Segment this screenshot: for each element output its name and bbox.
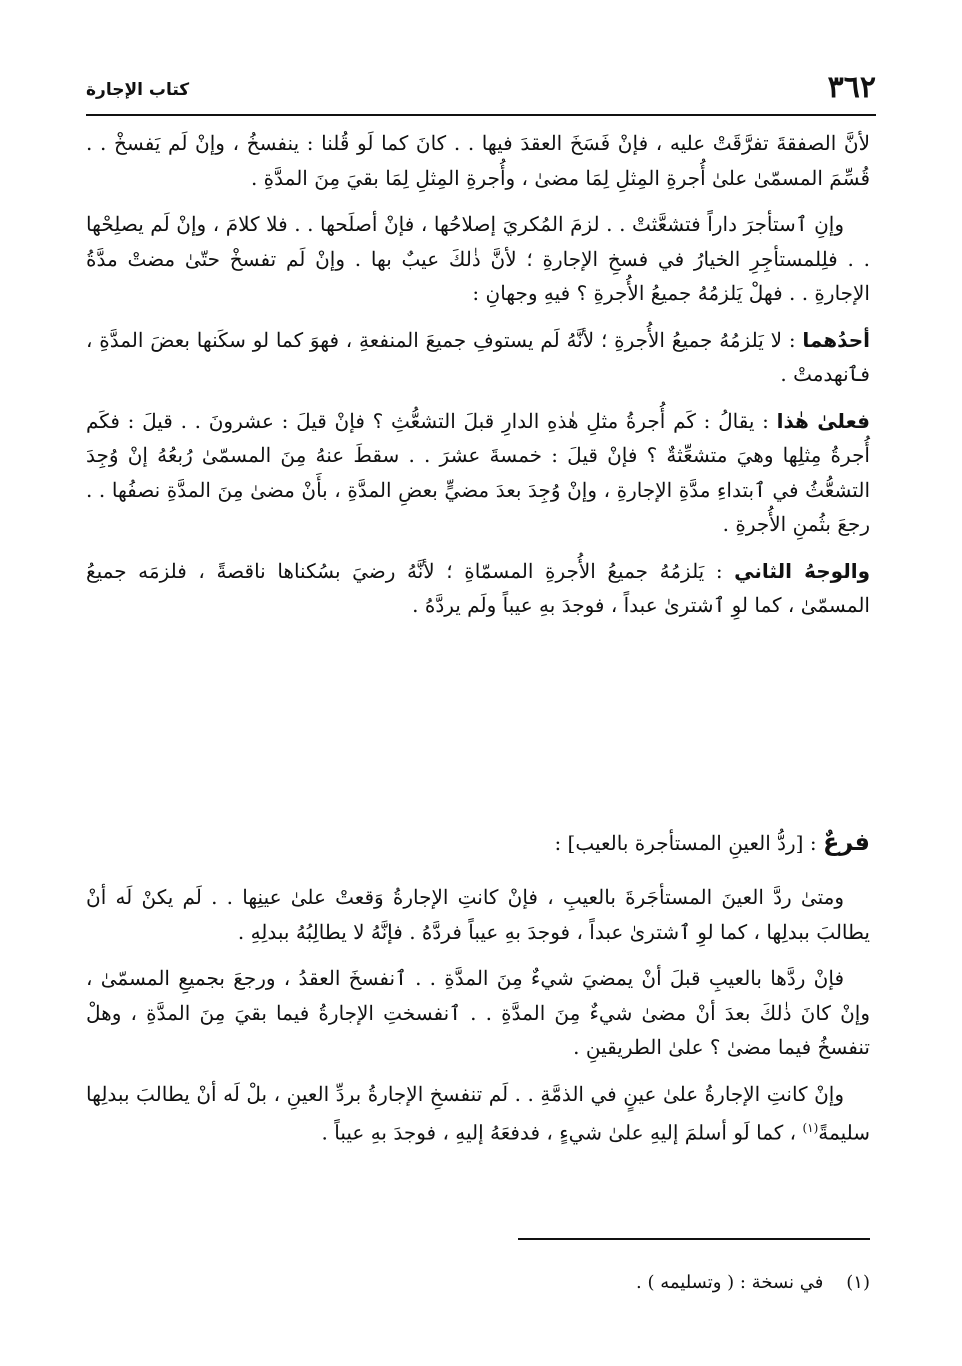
section-label: فرعٌ: [822, 828, 870, 856]
paragraph-lead: فعلىٰ هٰذا: [776, 408, 870, 433]
page-header: [86, 64, 876, 116]
main-text: [86, 126, 870, 635]
section-title: : [ردُّ العينِ المستأجرة بالعيب] :: [554, 831, 823, 855]
paragraph: وإنِ ٱستأجرَ داراً فتشعَّثتْ . . لزمَ المُكريَ إصلاحُها ، فإنْ أصلَحها . . فلا كلامَ ، وإنْ لَم يصلِحْها . . فلِلمستأجِرِ الخيارُ في فسخِ الإجارةِ ؛ لأنَّ ذٰلكَ عيبٌ بها . وإنْ لَم تفسخْ حتّىٰ مضتْ مدَّةُ الإجارةِ . . فهلْ يَلزمُهُ جميعُ الأُجرةِ ؟ فيهِ وجهانِ :: [86, 212, 870, 305]
paragraph-lead: أحدُهما: [802, 327, 870, 352]
paragraph: ومتىٰ ردَّ العينَ المستأجَرةَ بالعيبِ ، فإنْ كانتِ الإجارةُ وَقعتْ علىٰ عينِها . . لَم يكنْ لَه أنْ يطالبَ ببدلِها ، كما لوِ ٱشترىٰ عبداً ، فوجدَ بهِ عيباً فردَّهُ . فإنَّهُ لا يطالِبُهُ ببدلِهِ .: [86, 885, 870, 944]
footnote-divider: [518, 1238, 870, 1240]
page-number: ٣٦٢: [827, 70, 876, 105]
footnote-reference[interactable]: (١): [802, 1121, 819, 1135]
paragraph: فعلىٰ هٰذا : يقالُ : كَم أُجرةُ مثلِ هٰذهِ الدارِ قبلَ التشعُّثِ ؟ فإنْ قيلَ : عشرونَ . . قيلَ : فكَم أُجرةُ مِثلِها وهيَ متشعِّثةٌ ؟ فإنْ قيلَ : خمسةَ عشرَ . . سقطَ عنهُ مِنَ المسمّىٰ رُبعُهُ إنْ وُجِدَ التشعُّثُ في ٱبتداءِ مدَّةِ الإجارةِ ، وإنْ وُجِدَ بعدَ مضيٍّ بعضِ المدَّةِ ، بأَنْ مضىٰ مِنَ المدَّةِ نصفُها . . رجعَ بثُمنِ الأُجرةِ .: [86, 408, 870, 536]
footnote-text: في نسخة : ( وتسليمه ) .: [636, 1272, 824, 1293]
paragraph-lead: والوجهُ الثاني: [734, 558, 871, 583]
paragraph: وإنْ كانتِ الإجارةُ علىٰ عينٍ في الذمَّةِ . . لَم تنفسخِ الإجارةُ بردِّ العينِ ، بلْ لَه أنْ يطالبَ ببدلِها سليمةً$^{(١)}$ ، كما لَو أسلمَ إليهِ علىٰ شيءٍ ، فدفعَهُ إليهِ ، فوجدَ بهِ عيباً .: [86, 1081, 870, 1145]
paragraph: لأنَّ الصفقةَ تفرَّقَتْ عليه ، فإنْ فَسَخَ العقدَ فيها . . كانَ كما لَو قُلنا : ينفسخُ ، وإنْ لَم يَفسخْ . . قُسِّمَ المسمّىٰ علىٰ أُجرةِ المِثلِ لِمَا مضىٰ ، وأُجرةِ المِثلِ لِمَا بقيَ مِنَ المدَّةِ .: [86, 131, 870, 190]
paragraph: والوجهُ الثاني : يَلزمُهُ جميعُ الأُجرةِ المسمّاةِ ؛ لأنَّهُ رضيَ بسُكناها ناقصةً ، فلزمَه جميعُ المسمّىٰ ، كما لوِ ٱشترىٰ عبداً ، فوجدَ بهِ عيباً ولَم يردَّهُ .: [86, 558, 871, 617]
footnote: [86, 1272, 870, 1293]
running-title: كتاب الإجارة: [86, 80, 190, 100]
paragraph: فإنْ ردَّها بالعيبِ قبلَ أنْ يمضيَ شيءٌ مِنَ المدَّةِ . . ٱنفسخَ العقدُ ، ورجعَ بجميعِ المسمّىٰ ، وإنْ كانَ ذٰلكَ بعدَ أنْ مضىٰ شيءٌ مِنَ المدَّةِ . . ٱنفسختِ الإجارةُ فيما بقيَ مِنَ المدَّةِ ، وهلْ تنفسخُ فيما مضىٰ ؟ علىٰ الطريقينِ .: [86, 966, 870, 1059]
section-text: [86, 880, 870, 1162]
footnote-number: (١): [846, 1272, 870, 1293]
paragraph: أحدُهما : لا يَلزمُهُ جميعُ الأُجرةِ ؛ لأنَّهُ لَم يستوفِ جميعَ المنفعةِ ، فهوَ كما لو سكَنها بعضَ المدَّةِ ، فٱنهدمتْ .: [86, 327, 870, 386]
section-heading: [86, 828, 870, 856]
